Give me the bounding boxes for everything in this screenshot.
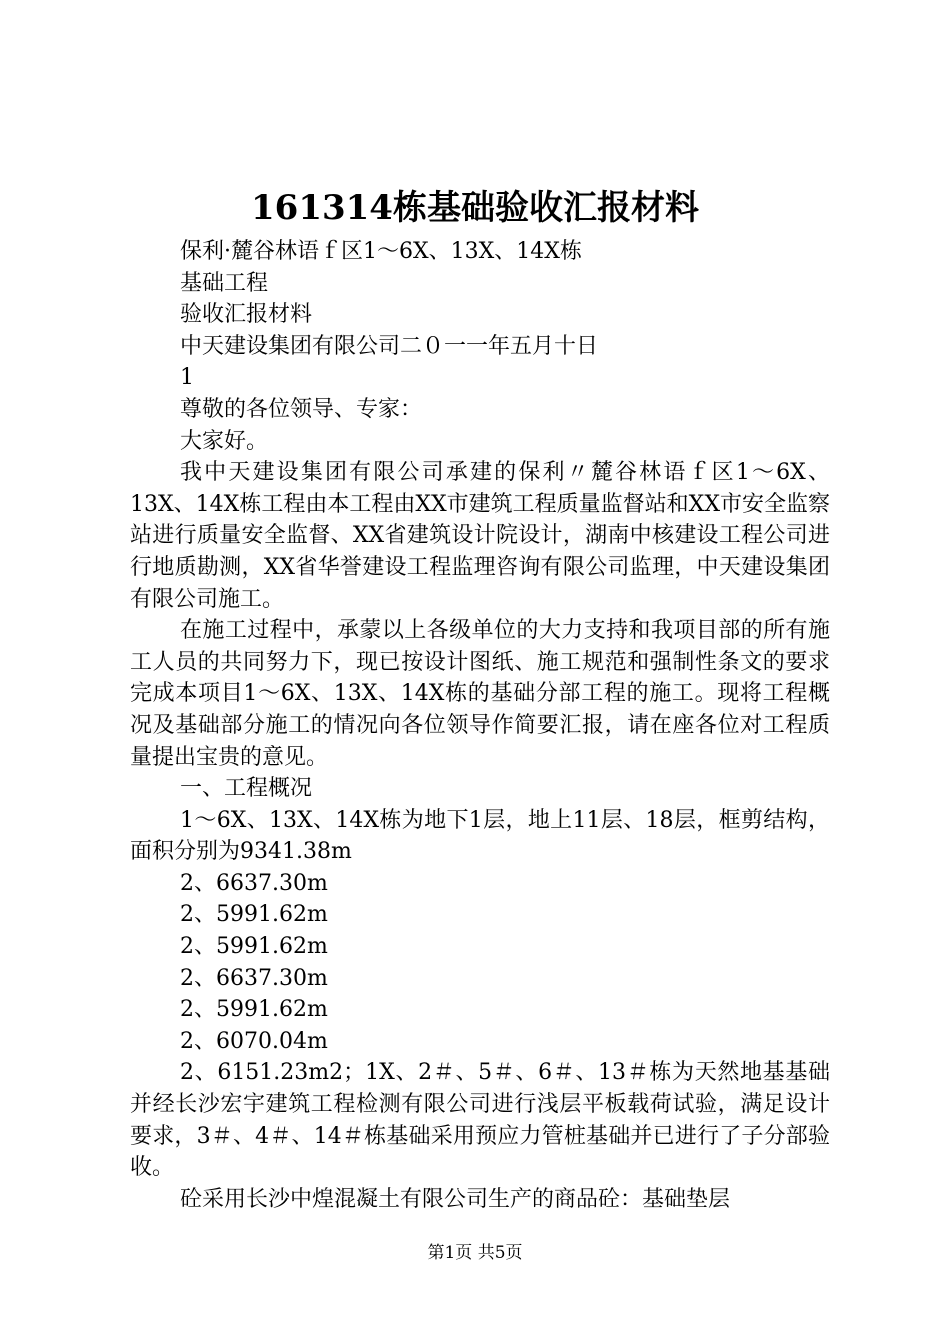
paragraph-concrete: 砼采用长沙中煌混凝土有限公司生产的商品砼：基础垫层 xyxy=(180,1186,731,1212)
cover-line-number: 1 xyxy=(180,365,194,391)
cover-line-doc-type: 验收汇报材料 xyxy=(180,302,313,328)
cover-line-project: 保利·麓谷林语ｆ区1～6X、13X、14X栋 xyxy=(180,239,582,264)
greeting: 大家好。 xyxy=(180,428,269,454)
document-title: 161314栋基础验收汇报材料 xyxy=(251,188,699,228)
cover-line-company-date: 中天建设集团有限公司二０一一年五月十日 xyxy=(180,333,599,359)
area-line: 2、6637.30m xyxy=(180,870,328,896)
paragraph-foundation: 2、6151.23m2；1X、2＃、5＃、6＃、13＃栋为天然地基基础并经长沙宏宇建筑工程检测有限公司进行浅层平板载荷试验，满足设计要求，3＃、4＃、14＃栋基础采用预应力管桩基础并已进行了子分部验收。 xyxy=(130,1060,830,1181)
section-heading: 一、工程概况 xyxy=(180,776,313,802)
paragraph-overview: 1～6X、13X、14X栋为地下1层，地上11层、18层，框剪结构，面积分别为9341.38m xyxy=(130,807,830,865)
salutation: 尊敬的各位领导、专家： xyxy=(180,396,423,422)
page-footer: 第1页 共5页 xyxy=(427,1243,523,1263)
area-line: 2、6070.04m xyxy=(180,1028,328,1054)
cover-line-scope: 基础工程 xyxy=(180,270,269,296)
area-line: 2、5991.62m xyxy=(180,934,328,960)
document-body xyxy=(130,236,830,1215)
area-line: 2、5991.62m xyxy=(180,997,328,1023)
paragraph-construction: 在施工过程中，承蒙以上各级单位的大力支持和我项目部的所有施工人员的共同努力下，现已按设计图纸、施工规范和强制性条文的要求完成本项目1～6X、13X、14X栋的基础分部工程的施工。现将工程概况及基础部分施工的情况向各位领导作简要汇报，请在座各位对工程质量提出宝贵的意见。 xyxy=(130,618,830,770)
area-line: 2、5991.62m xyxy=(180,902,328,928)
paragraph-intro: 我中天建设集团有限公司承建的保利〃麓谷林语ｆ区1～6X、13X、14X栋工程由本工程由XX市建筑工程质量监督站和XX市安全监察站进行质量安全监督、XX省建筑设计院设计，湖南中核建设工程公司进行地质勘测，XX省华誉建设工程监理咨询有限公司监理，中天建设集团有限公司施工。 xyxy=(130,460,830,612)
area-line: 2、6637.30m xyxy=(180,965,328,991)
